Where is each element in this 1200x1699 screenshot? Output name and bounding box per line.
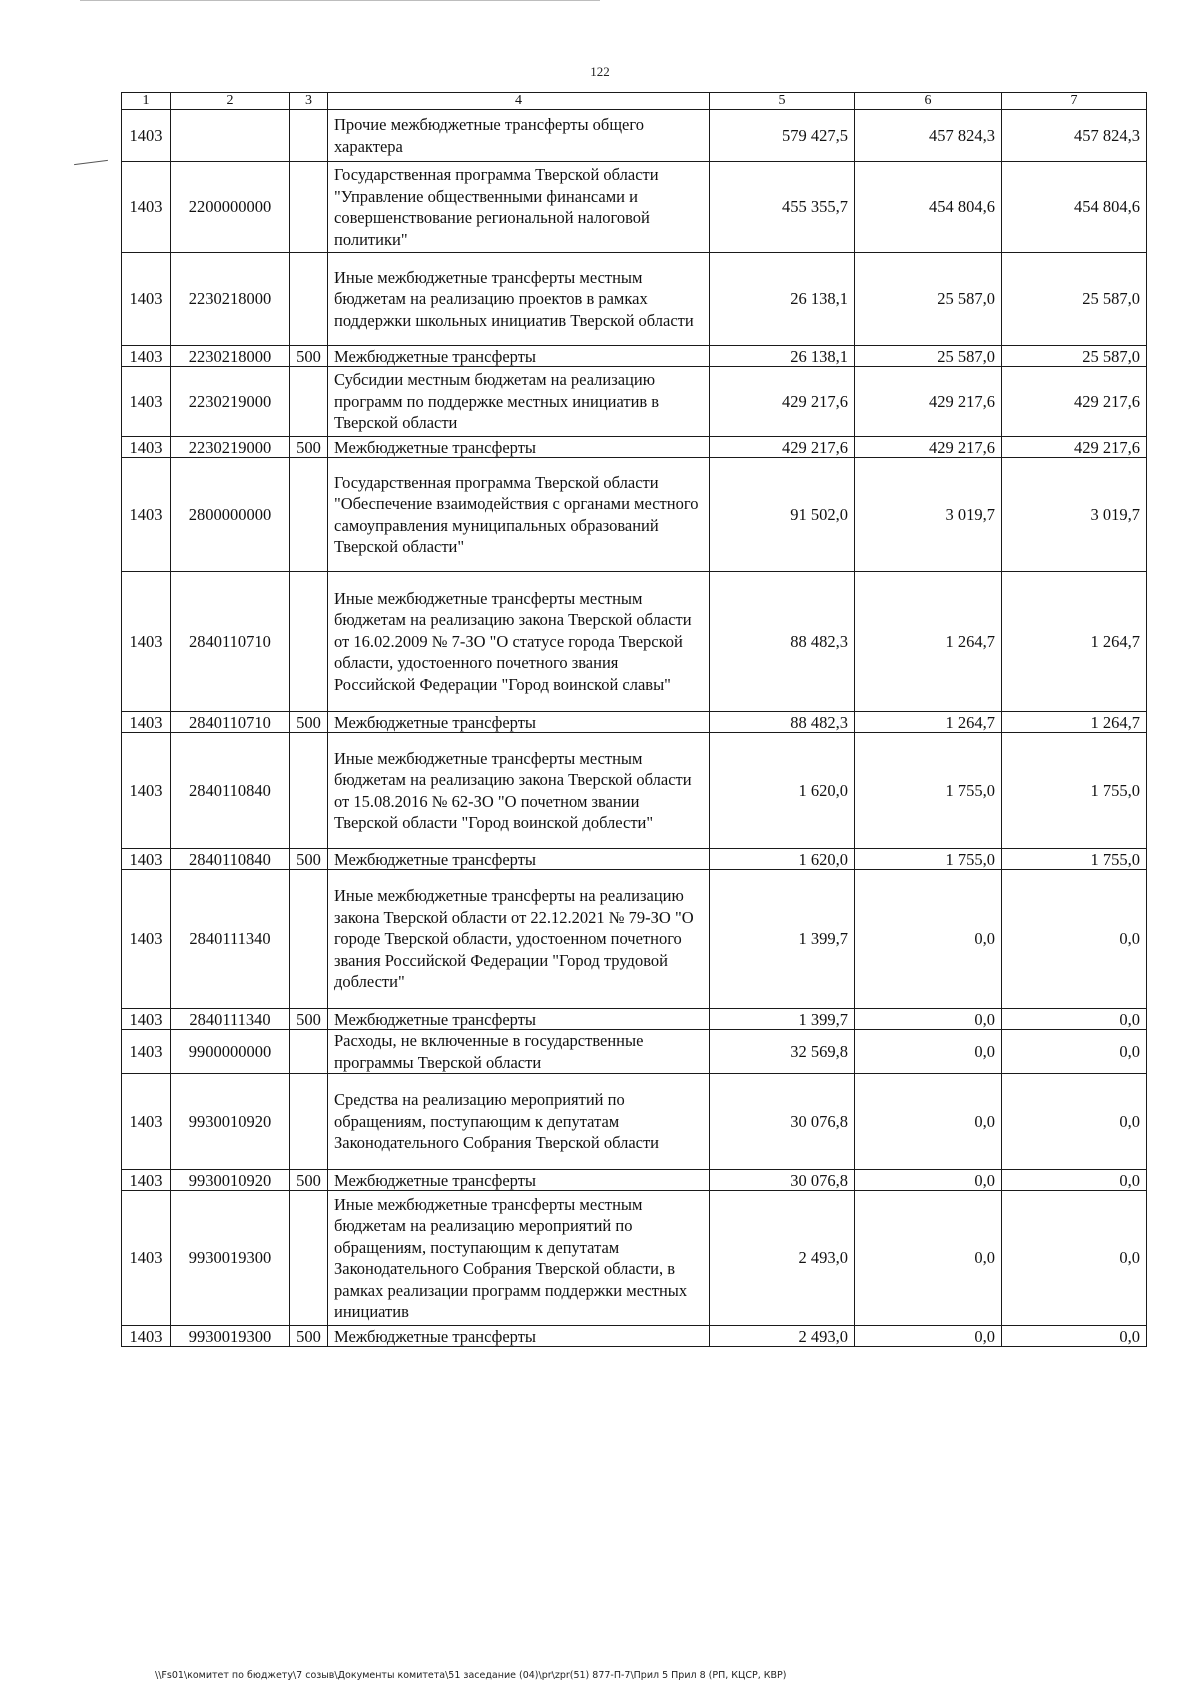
table-row	[122, 458, 1147, 572]
table-row	[122, 712, 1147, 733]
amount-cell-col5: 429 217,6	[710, 437, 855, 458]
amount-cell-col6: 429 217,6	[855, 437, 1002, 458]
amount-cell-col6: 1 264,7	[855, 712, 1002, 733]
description-cell: Субсидии местным бюджетам на реализацию программ по поддержке местных инициатив в Тверской области	[328, 367, 710, 437]
expense-type-cell	[290, 253, 328, 346]
target-article-cell: 2840110710	[171, 572, 290, 712]
expense-type-cell	[290, 733, 328, 849]
amount-cell-col7: 1 755,0	[1002, 733, 1147, 849]
expense-type-cell: 500	[290, 849, 328, 870]
table-row	[122, 733, 1147, 849]
target-article-cell: 2840110840	[171, 733, 290, 849]
description-cell: Межбюджетные трансферты	[328, 849, 710, 870]
amount-cell-col7: 25 587,0	[1002, 346, 1147, 367]
amount-cell-col6: 0,0	[855, 1030, 1002, 1074]
expense-type-cell: 500	[290, 437, 328, 458]
description-cell: Иные межбюджетные трансферты местным бюджетам на реализацию закона Тверской области от 16.02.2009 № 7-ЗО "О статусе города Тверской области, удостоенного почетного звания Российской Федерации "Город воинской славы"	[328, 572, 710, 712]
amount-cell-col7: 457 824,3	[1002, 110, 1147, 162]
target-article-cell: 9900000000	[171, 1030, 290, 1074]
section-code-cell: 1403	[122, 1326, 171, 1347]
table-row	[122, 1326, 1147, 1347]
column-header-4: 4	[328, 93, 710, 110]
description-cell: Государственная программа Тверской области "Обеспечение взаимодействия с органами местного самоуправления муниципальных образований Тверской области"	[328, 458, 710, 572]
amount-cell-col5: 30 076,8	[710, 1074, 855, 1170]
amount-cell-col7: 25 587,0	[1002, 253, 1147, 346]
amount-cell-col7: 0,0	[1002, 870, 1147, 1009]
amount-cell-col7: 0,0	[1002, 1009, 1147, 1030]
target-article-cell: 9930010920	[171, 1074, 290, 1170]
section-code-cell: 1403	[122, 367, 171, 437]
table-row	[122, 572, 1147, 712]
section-code-cell: 1403	[122, 253, 171, 346]
column-header-5: 5	[710, 93, 855, 110]
amount-cell-col7: 1 264,7	[1002, 572, 1147, 712]
expense-type-cell	[290, 367, 328, 437]
amount-cell-col6: 0,0	[855, 1170, 1002, 1191]
expense-type-cell: 500	[290, 1009, 328, 1030]
expense-type-cell: 500	[290, 1326, 328, 1347]
target-article-cell: 2840111340	[171, 1009, 290, 1030]
column-header-6: 6	[855, 93, 1002, 110]
amount-cell-col7: 1 264,7	[1002, 712, 1147, 733]
target-article-cell: 2200000000	[171, 162, 290, 253]
table-row	[122, 346, 1147, 367]
description-cell: Межбюджетные трансферты	[328, 437, 710, 458]
expense-type-cell	[290, 1030, 328, 1074]
section-code-cell: 1403	[122, 870, 171, 1009]
section-code-cell: 1403	[122, 733, 171, 849]
amount-cell-col5: 1 620,0	[710, 849, 855, 870]
column-header-7: 7	[1002, 93, 1147, 110]
amount-cell-col7: 429 217,6	[1002, 367, 1147, 437]
amount-cell-col6: 25 587,0	[855, 253, 1002, 346]
amount-cell-col7: 3 019,7	[1002, 458, 1147, 572]
table-row	[122, 849, 1147, 870]
amount-cell-col6: 0,0	[855, 1326, 1002, 1347]
amount-cell-col7: 0,0	[1002, 1030, 1147, 1074]
table-row	[122, 110, 1147, 162]
section-code-cell: 1403	[122, 1074, 171, 1170]
budget-table	[121, 92, 1147, 1347]
description-cell: Иные межбюджетные трансферты местным бюджетам на реализацию закона Тверской области от 15.08.2016 № 62-ЗО "О почетном звании Тверской области "Город воинской доблести"	[328, 733, 710, 849]
column-header-2: 2	[171, 93, 290, 110]
amount-cell-col5: 32 569,8	[710, 1030, 855, 1074]
section-code-cell: 1403	[122, 437, 171, 458]
table-row	[122, 1030, 1147, 1074]
description-cell: Межбюджетные трансферты	[328, 1326, 710, 1347]
scan-edge-line	[80, 0, 600, 1]
section-code-cell: 1403	[122, 1030, 171, 1074]
expense-type-cell: 500	[290, 346, 328, 367]
page-number: 122	[590, 64, 610, 79]
target-article-cell: 2230219000	[171, 437, 290, 458]
description-cell: Средства на реализацию мероприятий по обращениям, поступающим к депутатам Законодательного Собрания Тверской области	[328, 1074, 710, 1170]
description-cell: Межбюджетные трансферты	[328, 712, 710, 733]
target-article-cell: 9930010920	[171, 1170, 290, 1191]
table-row	[122, 437, 1147, 458]
amount-cell-col6: 0,0	[855, 1074, 1002, 1170]
amount-cell-col6: 0,0	[855, 1191, 1002, 1326]
amount-cell-col7: 429 217,6	[1002, 437, 1147, 458]
section-code-cell: 1403	[122, 712, 171, 733]
target-article-cell: 2800000000	[171, 458, 290, 572]
amount-cell-col5: 1 399,7	[710, 1009, 855, 1030]
amount-cell-col6: 0,0	[855, 870, 1002, 1009]
target-article-cell: 9930019300	[171, 1191, 290, 1326]
expense-type-cell: 500	[290, 712, 328, 733]
expense-type-cell	[290, 572, 328, 712]
amount-cell-col5: 579 427,5	[710, 110, 855, 162]
amount-cell-col5: 2 493,0	[710, 1326, 855, 1347]
expense-type-cell	[290, 870, 328, 1009]
table-body	[122, 110, 1147, 1347]
target-article-cell	[171, 110, 290, 162]
table-row	[122, 253, 1147, 346]
expense-type-cell: 500	[290, 1170, 328, 1191]
table-row	[122, 870, 1147, 1009]
footer-file-path: \\Fs01\комитет по бюджету\7 созыв\Документы комитета\51 заседание (04)\pr\zpr(51) 877-П-7\Прил 5 Прил 8 (РП, КЦСР, КВР)	[155, 1670, 787, 1681]
table-row	[122, 162, 1147, 253]
amount-cell-col6: 1 755,0	[855, 849, 1002, 870]
description-cell: Иные межбюджетные трансферты на реализацию закона Тверской области от 22.12.2021 № 79-ЗО "О городе Тверской области, удостоенном почетного звания Российской Федерации "Город трудовой доблести"	[328, 870, 710, 1009]
amount-cell-col5: 30 076,8	[710, 1170, 855, 1191]
section-code-cell: 1403	[122, 110, 171, 162]
amount-cell-col7: 454 804,6	[1002, 162, 1147, 253]
expense-type-cell	[290, 1074, 328, 1170]
target-article-cell: 2840111340	[171, 870, 290, 1009]
amount-cell-col6: 1 264,7	[855, 572, 1002, 712]
description-cell: Прочие межбюджетные трансферты общего характера	[328, 110, 710, 162]
amount-cell-col5: 1 620,0	[710, 733, 855, 849]
section-code-cell: 1403	[122, 1170, 171, 1191]
amount-cell-col5: 88 482,3	[710, 572, 855, 712]
section-code-cell: 1403	[122, 346, 171, 367]
amount-cell-col7: 0,0	[1002, 1191, 1147, 1326]
amount-cell-col5: 455 355,7	[710, 162, 855, 253]
table-row	[122, 367, 1147, 437]
amount-cell-col6: 3 019,7	[855, 458, 1002, 572]
section-code-cell: 1403	[122, 162, 171, 253]
amount-cell-col5: 88 482,3	[710, 712, 855, 733]
amount-cell-col7: 0,0	[1002, 1074, 1147, 1170]
description-cell: Межбюджетные трансферты	[328, 1170, 710, 1191]
amount-cell-col6: 1 755,0	[855, 733, 1002, 849]
section-code-cell: 1403	[122, 1009, 171, 1030]
target-article-cell: 2230219000	[171, 367, 290, 437]
target-article-cell: 2840110840	[171, 849, 290, 870]
description-cell: Расходы, не включенные в государственные программы Тверской области	[328, 1030, 710, 1074]
target-article-cell: 2230218000	[171, 253, 290, 346]
section-code-cell: 1403	[122, 572, 171, 712]
column-header-1: 1	[122, 93, 171, 110]
column-number-row	[122, 93, 1147, 110]
expense-type-cell	[290, 110, 328, 162]
expense-type-cell	[290, 162, 328, 253]
amount-cell-col5: 26 138,1	[710, 346, 855, 367]
column-header-3: 3	[290, 93, 328, 110]
amount-cell-col5: 1 399,7	[710, 870, 855, 1009]
table-row	[122, 1009, 1147, 1030]
expense-type-cell	[290, 1191, 328, 1326]
target-article-cell: 2230218000	[171, 346, 290, 367]
table-row	[122, 1074, 1147, 1170]
target-article-cell: 2840110710	[171, 712, 290, 733]
margin-mark	[74, 160, 108, 165]
section-code-cell: 1403	[122, 458, 171, 572]
amount-cell-col6: 454 804,6	[855, 162, 1002, 253]
description-cell: Иные межбюджетные трансферты местным бюджетам на реализацию мероприятий по обращениям, поступающим к депутатам Законодательного Собрания Тверской области, в рамках реализации программ поддержки местных инициатив	[328, 1191, 710, 1326]
description-cell: Межбюджетные трансферты	[328, 346, 710, 367]
amount-cell-col7: 0,0	[1002, 1326, 1147, 1347]
description-cell: Государственная программа Тверской области "Управление общественными финансами и совершенствование региональной налоговой политики"	[328, 162, 710, 253]
target-article-cell: 9930019300	[171, 1326, 290, 1347]
amount-cell-col6: 25 587,0	[855, 346, 1002, 367]
amount-cell-col7: 1 755,0	[1002, 849, 1147, 870]
amount-cell-col6: 457 824,3	[855, 110, 1002, 162]
amount-cell-col6: 429 217,6	[855, 367, 1002, 437]
section-code-cell: 1403	[122, 849, 171, 870]
amount-cell-col5: 26 138,1	[710, 253, 855, 346]
expense-type-cell	[290, 458, 328, 572]
section-code-cell: 1403	[122, 1191, 171, 1326]
amount-cell-col5: 429 217,6	[710, 367, 855, 437]
amount-cell-col7: 0,0	[1002, 1170, 1147, 1191]
amount-cell-col6: 0,0	[855, 1009, 1002, 1030]
amount-cell-col5: 91 502,0	[710, 458, 855, 572]
amount-cell-col5: 2 493,0	[710, 1191, 855, 1326]
description-cell: Иные межбюджетные трансферты местным бюджетам на реализацию проектов в рамках поддержки школьных инициатив Тверской области	[328, 253, 710, 346]
table-row	[122, 1191, 1147, 1326]
table-row	[122, 1170, 1147, 1191]
description-cell: Межбюджетные трансферты	[328, 1009, 710, 1030]
